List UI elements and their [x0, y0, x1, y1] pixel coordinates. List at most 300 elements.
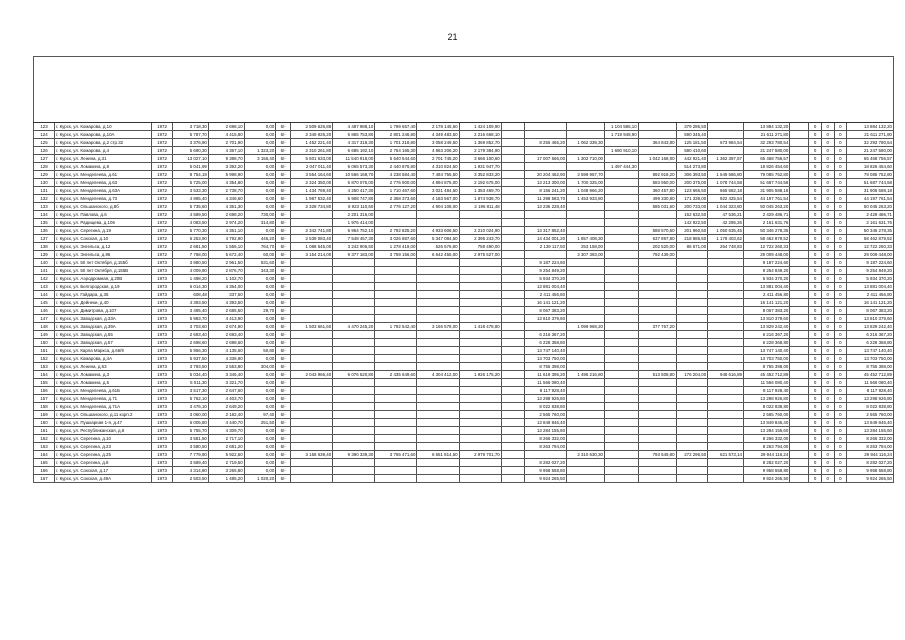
- work-cost-cell: 253 158,00: [567, 243, 605, 251]
- work-cost-cell: [291, 435, 333, 443]
- fund-share-cell: 0: [834, 323, 847, 331]
- table-row: [34, 307, 894, 315]
- table-row: [34, 355, 894, 363]
- owner-funds-cell: 8 117 928,40: [847, 387, 894, 395]
- work-cost-cell: [417, 259, 459, 267]
- empty-cell: [790, 387, 809, 395]
- total-cost-cell: 58 462 879,52: [743, 235, 789, 243]
- year-cell: 1973: [151, 451, 172, 459]
- work-cost-cell: [291, 363, 333, 371]
- address-cell: г. Курск, ул. Ленина, д.63: [55, 363, 152, 371]
- work-cost-cell: 1 931 947,70: [459, 163, 501, 171]
- total-cost-cell: 13 829 242,40: [743, 323, 789, 331]
- work-cost-cell: [604, 251, 638, 259]
- work-cost-cell: [708, 395, 744, 403]
- work-cost-cell: 4 349 483,50: [417, 131, 459, 139]
- owner-funds-cell: 18 826 454,60: [847, 163, 894, 171]
- address-cell: г. Курск, ул. Заводская, д.55: [55, 331, 152, 339]
- work-cost-cell: [708, 411, 744, 419]
- year-cell: 1973: [151, 475, 172, 483]
- work-cost-cell: [417, 411, 459, 419]
- owner-funds-cell: 12 722 260,33: [847, 243, 894, 251]
- work-cost-cell: 1 062 339,30: [567, 139, 605, 147]
- work-cost-cell: [604, 275, 638, 283]
- work-cost-cell: 8 263 794,00: [524, 443, 566, 451]
- work-cost-cell: [501, 411, 524, 419]
- empty-cell: [790, 211, 809, 219]
- work-cost-cell: [417, 379, 459, 387]
- work-cost-cell: 9 924 265,50: [524, 475, 566, 483]
- work-cost-cell: 1 799 657,40: [375, 123, 417, 131]
- row-number: 136: [34, 227, 55, 235]
- table-row: [34, 443, 894, 451]
- fund-share-cell: 0: [834, 395, 847, 403]
- work-cost-cell: [291, 291, 333, 299]
- work-cost-cell: 6 685 192,10: [333, 147, 375, 155]
- work-cost-cell: 4 250 417,30: [333, 187, 375, 195]
- area-living-cell: 2 698,10: [208, 123, 244, 131]
- year-cell: 1972: [151, 243, 172, 251]
- area-total-cell: 5 755,70: [173, 427, 209, 435]
- work-cost-cell: [604, 459, 638, 467]
- area-nonliving-cell: 314,80: [244, 219, 276, 227]
- work-cost-cell: [501, 131, 524, 139]
- row-number: 151: [34, 347, 55, 355]
- work-cost-cell: 5 908 747,80: [333, 195, 375, 203]
- work-cost-cell: [524, 323, 566, 331]
- work-cost-cell: 588 570,60: [638, 227, 676, 235]
- work-cost-cell: 306 393,50: [676, 171, 708, 179]
- work-cost-cell: 8 022 838,80: [524, 403, 566, 411]
- page-number: 21: [447, 32, 458, 42]
- empty-cell: [790, 123, 809, 131]
- work-cost-cell: [375, 387, 417, 395]
- work-cost-cell: [567, 419, 605, 427]
- work-cost-cell: [638, 379, 676, 387]
- fund-share-cell: 0: [834, 403, 847, 411]
- year-cell: 1973: [151, 403, 172, 411]
- fund-share-cell: 0: [821, 227, 834, 235]
- work-cost-cell: 6 865 753,80: [333, 131, 375, 139]
- work-cost-cell: [501, 299, 524, 307]
- work-cost-cell: 8 156 241,20: [524, 187, 566, 195]
- work-cost-cell: [291, 467, 333, 475]
- fund-share-cell: 0: [834, 339, 847, 347]
- work-cost-cell: [417, 363, 459, 371]
- work-cost-cell: [459, 307, 501, 315]
- work-cost-cell: [567, 131, 605, 139]
- work-cost-cell: [501, 259, 524, 267]
- work-cost-cell: 13 213 300,00: [524, 179, 566, 187]
- fund-share-cell: 0: [834, 419, 847, 427]
- work-cost-cell: 360 457,80: [638, 187, 676, 195]
- year-cell: 1972: [151, 139, 172, 147]
- fund-share-cell: 0: [821, 347, 834, 355]
- owner-funds-cell: 13 284 155,60: [847, 427, 894, 435]
- work-cost-cell: [676, 283, 708, 291]
- area-nonliving-cell: 0,00: [244, 283, 276, 291]
- work-cost-cell: [524, 451, 566, 459]
- area-total-cell: 5 725,00: [173, 179, 209, 187]
- empty-cell: [790, 219, 809, 227]
- row-number: 146: [34, 307, 55, 315]
- table-row: [34, 179, 894, 187]
- fund-share-cell: 0: [821, 411, 834, 419]
- area-total-cell: 3 581,50: [173, 435, 209, 443]
- work-cost-cell: [333, 459, 375, 467]
- work-cost-cell: 1 369 852,70: [459, 139, 501, 147]
- address-cell: г. Курск, ул. Серегина, д.10: [55, 435, 152, 443]
- row-number: 135: [34, 219, 55, 227]
- work-cost-cell: [708, 387, 744, 395]
- work-cost-cell: [501, 307, 524, 315]
- work-cost-cell: [501, 203, 524, 211]
- work-cost-cell: 1 099 969,20: [567, 323, 605, 331]
- fund-share-cell: 0: [809, 451, 822, 459]
- work-cost-cell: 3 021 484,50: [417, 187, 459, 195]
- work-cost-cell: [417, 395, 459, 403]
- table-row: [34, 219, 894, 227]
- area-total-cell: 3 589,40: [173, 459, 209, 467]
- work-cost-cell: 86 671,00: [676, 243, 708, 251]
- year-cell: 1973: [151, 299, 172, 307]
- empty-cell: [790, 243, 809, 251]
- address-cell: г. Курск, ул. 50 лет Октября, д.155В: [55, 267, 152, 275]
- work-cost-cell: [604, 339, 638, 347]
- work-cost-cell: [676, 339, 708, 347]
- year-cell: 1973: [151, 331, 172, 339]
- work-cost-cell: [567, 403, 605, 411]
- work-cost-cell: 583 950,00: [638, 179, 676, 187]
- work-cost-cell: 499 330,80: [638, 195, 676, 203]
- work-cost-cell: 922 425,54: [708, 195, 744, 203]
- year-cell: 1972: [151, 123, 172, 131]
- work-cost-cell: [638, 283, 676, 291]
- owner-funds-cell: 9 254 849,20: [847, 267, 894, 275]
- fund-share-cell: 0: [834, 235, 847, 243]
- floors-cell: 5/-: [276, 171, 291, 179]
- table-row: [34, 163, 894, 171]
- empty-cell: [790, 179, 809, 187]
- fund-share-cell: 0: [821, 211, 834, 219]
- address-cell: г. Курск, ул. Димитрова, д.107: [55, 307, 152, 315]
- address-cell: г. Курск, ул. Серегина, д.23: [55, 443, 152, 451]
- row-number: 161: [34, 427, 55, 435]
- work-cost-cell: [291, 379, 333, 387]
- work-cost-cell: 3 666 100,60: [459, 155, 501, 163]
- area-total-cell: 5 690,30: [173, 147, 209, 155]
- work-cost-cell: [676, 395, 708, 403]
- work-cost-cell: [417, 419, 459, 427]
- table-row: [34, 339, 894, 347]
- area-total-cell: 4 895,40: [173, 195, 209, 203]
- work-cost-cell: [676, 411, 708, 419]
- work-cost-cell: [567, 347, 605, 355]
- area-living-cell: 1 556,10: [208, 243, 244, 251]
- work-cost-cell: [375, 283, 417, 291]
- work-cost-cell: [604, 171, 638, 179]
- owner-funds-cell: 8 755 398,00: [847, 363, 894, 371]
- row-number: 140: [34, 259, 55, 267]
- work-cost-cell: [333, 355, 375, 363]
- total-cost-cell: 2 161 631,76: [743, 219, 789, 227]
- work-cost-cell: [501, 195, 524, 203]
- header-block: [34, 57, 894, 123]
- empty-cell: [790, 395, 809, 403]
- work-cost-cell: [676, 387, 708, 395]
- fund-share-cell: 0: [809, 395, 822, 403]
- work-cost-cell: [291, 211, 333, 219]
- fund-share-cell: 0: [821, 475, 834, 483]
- work-cost-cell: [417, 267, 459, 275]
- work-cost-cell: 11 619 395,20: [524, 371, 566, 379]
- work-cost-cell: [708, 259, 744, 267]
- work-cost-cell: [708, 419, 744, 427]
- table-row: [34, 251, 894, 259]
- fund-share-cell: 0: [821, 443, 834, 451]
- empty-cell: [790, 299, 809, 307]
- row-number: 150: [34, 339, 55, 347]
- work-cost-cell: 1 302 710,00: [567, 155, 605, 163]
- work-cost-cell: [567, 427, 605, 435]
- work-cost-cell: 171 339,00: [676, 195, 708, 203]
- table-row: [34, 315, 894, 323]
- work-cost-cell: [604, 291, 638, 299]
- year-cell: 1972: [151, 251, 172, 259]
- area-nonliving-cell: 0,00: [244, 179, 276, 187]
- work-cost-cell: 1 701 218,80: [375, 139, 417, 147]
- work-cost-cell: 1 792 542,40: [375, 323, 417, 331]
- total-cost-cell: 2 411 456,80: [743, 291, 789, 299]
- area-living-cell: 5 672,40: [208, 251, 244, 259]
- fund-share-cell: 0: [809, 323, 822, 331]
- floors-cell: 5/-: [276, 315, 291, 323]
- work-cost-cell: 13 881 004,40: [524, 283, 566, 291]
- work-cost-cell: [459, 363, 501, 371]
- area-living-cell: 2 647,60: [208, 387, 244, 395]
- work-cost-cell: 8 755 398,00: [524, 363, 566, 371]
- work-cost-cell: [291, 307, 333, 315]
- fund-share-cell: 0: [834, 291, 847, 299]
- area-total-cell: 3 703,60: [173, 323, 209, 331]
- owner-funds-cell: 6 216 367,20: [847, 331, 894, 339]
- work-cost-cell: 4 304 412,00: [417, 371, 459, 379]
- total-cost-cell: 32 293 780,54: [743, 139, 789, 147]
- area-total-cell: 7 768,00: [173, 251, 209, 259]
- work-cost-cell: [567, 211, 605, 219]
- work-cost-cell: 2 047 011,40: [291, 163, 333, 171]
- fund-share-cell: 0: [834, 363, 847, 371]
- area-total-cell: 8 754,19: [173, 171, 209, 179]
- area-total-cell: 3 533,30: [173, 187, 209, 195]
- work-cost-cell: [567, 411, 605, 419]
- work-cost-cell: [638, 299, 676, 307]
- address-cell: г. Курск, ул. Белгородская, д.19: [55, 283, 152, 291]
- fund-share-cell: 0: [809, 235, 822, 243]
- work-cost-cell: 585 031,60: [638, 203, 676, 211]
- work-cost-cell: [567, 123, 605, 131]
- area-nonliving-cell: 0,00: [244, 171, 276, 179]
- work-cost-cell: 2 539 083,40: [291, 235, 333, 243]
- work-cost-cell: [638, 307, 676, 315]
- work-cost-cell: 11 566 080,40: [524, 379, 566, 387]
- total-cost-cell: 13 881 004,40: [743, 283, 789, 291]
- area-living-cell: 4 440,70: [208, 419, 244, 427]
- fund-share-cell: 0: [821, 427, 834, 435]
- work-cost-cell: [501, 331, 524, 339]
- area-total-cell: 5 762,10: [173, 395, 209, 403]
- year-cell: 1973: [151, 323, 172, 331]
- work-cost-cell: [676, 435, 708, 443]
- work-cost-cell: [291, 339, 333, 347]
- work-cost-cell: 9 390 339,30: [333, 451, 375, 459]
- work-cost-cell: [604, 403, 638, 411]
- fund-share-cell: 0: [834, 387, 847, 395]
- work-cost-cell: [567, 307, 605, 315]
- area-living-cell: 1 102,70: [208, 275, 244, 283]
- row-number: 139: [34, 251, 55, 259]
- work-cost-cell: [417, 307, 459, 315]
- work-cost-cell: [501, 211, 524, 219]
- fund-share-cell: 0: [821, 299, 834, 307]
- area-living-cell: 2 698,60: [208, 339, 244, 347]
- work-cost-cell: [708, 379, 744, 387]
- total-cost-cell: 2 429 486,71: [743, 211, 789, 219]
- work-cost-cell: [676, 363, 708, 371]
- work-cost-cell: [676, 267, 708, 275]
- work-cost-cell: [417, 355, 459, 363]
- fund-share-cell: 0: [834, 251, 847, 259]
- table-row: [34, 147, 894, 155]
- fund-share-cell: 0: [821, 339, 834, 347]
- area-nonliving-cell: 730,00: [244, 211, 276, 219]
- address-cell: г. Курск, ул. Заводская, д.33А: [55, 315, 152, 323]
- table-body: [34, 57, 894, 483]
- table-row: [34, 267, 894, 275]
- work-cost-cell: [333, 443, 375, 451]
- work-cost-cell: [459, 403, 501, 411]
- work-cost-cell: [291, 259, 333, 267]
- work-cost-cell: 123 666,50: [676, 187, 708, 195]
- work-cost-cell: [375, 419, 417, 427]
- floors-cell: 5/-: [276, 395, 291, 403]
- area-living-cell: 2 701,90: [208, 139, 244, 147]
- work-cost-cell: 2 328 734,80: [291, 203, 333, 211]
- fund-share-cell: 0: [834, 187, 847, 195]
- owner-funds-cell: 2 565 760,00: [847, 411, 894, 419]
- work-cost-cell: 792 439,00: [638, 251, 676, 259]
- work-cost-cell: 3 158 639,40: [291, 451, 333, 459]
- empty-cell: [790, 131, 809, 139]
- floors-cell: 5/-: [276, 379, 291, 387]
- total-cost-cell: 31 905 588,18: [743, 187, 789, 195]
- work-cost-cell: [501, 467, 524, 475]
- work-cost-cell: 1 362 397,57: [708, 155, 744, 163]
- work-cost-cell: [291, 387, 333, 395]
- fund-share-cell: 0: [821, 179, 834, 187]
- row-number: 156: [34, 387, 55, 395]
- work-cost-cell: [604, 443, 638, 451]
- work-cost-cell: 14 434 001,20: [524, 235, 566, 243]
- empty-cell: [790, 307, 809, 315]
- work-cost-cell: [567, 339, 605, 347]
- area-nonliving-cell: 1 020,20: [244, 475, 276, 483]
- work-cost-cell: [459, 315, 501, 323]
- work-cost-cell: [676, 291, 708, 299]
- work-cost-cell: [638, 355, 676, 363]
- work-cost-cell: [567, 163, 605, 171]
- empty-cell: [790, 371, 809, 379]
- floors-cell: 5/-: [276, 403, 291, 411]
- area-living-cell: 4 393,50: [208, 299, 244, 307]
- work-cost-cell: [501, 395, 524, 403]
- area-total-cell: 3 980,50: [173, 259, 209, 267]
- fund-share-cell: 0: [809, 427, 822, 435]
- empty-cell: [790, 347, 809, 355]
- fund-share-cell: 0: [834, 259, 847, 267]
- work-cost-cell: 17 007 566,00: [524, 155, 566, 163]
- fund-share-cell: 0: [809, 259, 822, 267]
- floors-cell: 5/-: [276, 419, 291, 427]
- work-cost-cell: [417, 315, 459, 323]
- area-nonliving-cell: 50,80: [244, 347, 276, 355]
- work-cost-cell: [417, 467, 459, 475]
- work-cost-cell: 2 599 957,70: [567, 171, 605, 179]
- work-cost-cell: [638, 291, 676, 299]
- work-cost-cell: [638, 467, 676, 475]
- work-cost-cell: [676, 419, 708, 427]
- row-number: 144: [34, 291, 55, 299]
- work-cost-cell: [676, 459, 708, 467]
- year-cell: 1973: [151, 363, 172, 371]
- total-cost-cell: 44 197 761,54: [743, 195, 789, 203]
- table-row: [34, 331, 894, 339]
- work-cost-cell: 13 747 140,40: [524, 347, 566, 355]
- empty-cell: [790, 147, 809, 155]
- area-nonliving-cell: 0,00: [244, 323, 276, 331]
- work-cost-cell: [567, 467, 605, 475]
- total-cost-cell: 13 703 750,00: [743, 355, 789, 363]
- fund-share-cell: 0: [809, 147, 822, 155]
- year-cell: 1973: [151, 339, 172, 347]
- fund-share-cell: 0: [834, 427, 847, 435]
- area-nonliving-cell: 0,00: [244, 291, 276, 299]
- address-cell: г. Курск, ул. Менделеева, д.71А: [55, 403, 152, 411]
- owner-funds-cell: 2 161 631,76: [847, 219, 894, 227]
- work-cost-cell: [708, 363, 744, 371]
- work-cost-cell: 8 282 027,20: [524, 459, 566, 467]
- work-cost-cell: [333, 339, 375, 347]
- work-cost-cell: 1 700 325,00: [567, 179, 605, 187]
- empty-cell: [790, 275, 809, 283]
- area-living-cell: 9 388,70: [208, 155, 244, 163]
- work-cost-cell: [333, 395, 375, 403]
- fund-share-cell: 0: [809, 387, 822, 395]
- work-cost-cell: 3 242 906,50: [333, 243, 375, 251]
- fund-share-cell: 0: [834, 139, 847, 147]
- work-cost-cell: [604, 243, 638, 251]
- fund-share-cell: 0: [821, 259, 834, 267]
- table-row: [34, 435, 894, 443]
- work-cost-cell: 514 273,80: [676, 163, 708, 171]
- area-total-cell: 1 498,20: [173, 275, 209, 283]
- table-row: [34, 139, 894, 147]
- work-cost-cell: [375, 267, 417, 275]
- table-row: [34, 379, 894, 387]
- total-cost-cell: 21 611 271,80: [743, 131, 789, 139]
- floors-cell: 5/-: [276, 355, 291, 363]
- row-number: 166: [34, 467, 55, 475]
